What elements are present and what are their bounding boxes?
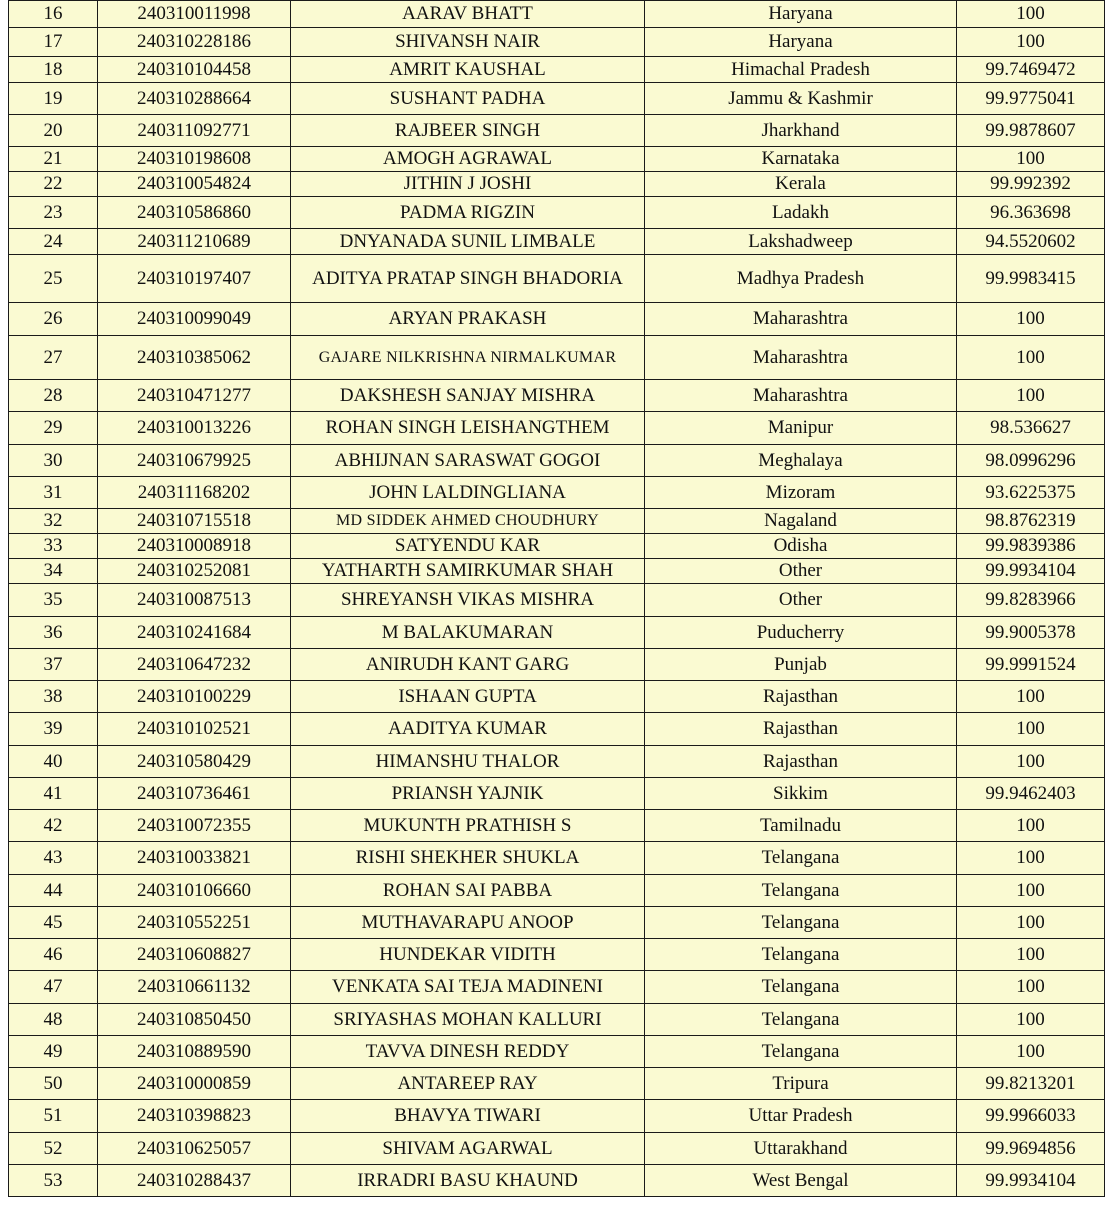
serial-number-cell: 17 [9, 28, 98, 57]
candidate-name-cell: AMOGH AGRAWAL [291, 147, 645, 172]
state-cell: Telangana [645, 1036, 957, 1068]
serial-number-cell: 36 [9, 617, 98, 649]
score-cell: 99.9839386 [957, 534, 1105, 559]
candidate-name-cell: SATYENDU KAR [291, 534, 645, 559]
application-number-cell: 240310398823 [98, 1100, 291, 1133]
candidate-name-cell: ROHAN SINGH LEISHANGTHEM [291, 412, 645, 445]
candidate-name-cell: M BALAKUMARAN [291, 617, 645, 649]
score-cell: 100 [957, 939, 1105, 971]
application-number-cell: 240310471277 [98, 380, 291, 412]
table-row [9, 746, 1105, 778]
table-row [9, 810, 1105, 842]
candidate-name-cell: ADITYA PRATAP SINGH BHADORIA [291, 255, 645, 303]
state-cell: Karnataka [645, 147, 957, 172]
score-cell: 100 [957, 336, 1105, 380]
score-cell: 100 [957, 380, 1105, 412]
candidate-name-cell: RISHI SHEKHER SHUKLA [291, 842, 645, 875]
candidate-name-cell: ANIRUDH KANT GARG [291, 649, 645, 681]
candidate-name-cell: BHAVYA TIWARI [291, 1100, 645, 1133]
table-row [9, 1, 1105, 28]
application-number-cell: 240310106660 [98, 875, 291, 907]
serial-number-cell: 24 [9, 229, 98, 255]
state-cell: Telangana [645, 971, 957, 1004]
state-cell: Uttarakhand [645, 1133, 957, 1165]
application-number-cell: 240310198608 [98, 147, 291, 172]
score-cell: 99.8283966 [957, 584, 1105, 617]
score-cell: 99.9983415 [957, 255, 1105, 303]
state-cell: Haryana [645, 28, 957, 57]
state-cell: Telangana [645, 907, 957, 939]
table-row [9, 907, 1105, 939]
table-row [9, 559, 1105, 584]
application-number-cell: 240310102521 [98, 713, 291, 746]
application-number-cell: 240310000859 [98, 1068, 291, 1100]
serial-number-cell: 38 [9, 681, 98, 713]
score-cell: 100 [957, 28, 1105, 57]
score-cell: 99.9934104 [957, 1165, 1105, 1197]
candidate-name-cell: GAJARE NILKRISHNA NIRMALKUMAR [291, 336, 645, 380]
state-cell: Other [645, 559, 957, 584]
application-number-cell: 240310661132 [98, 971, 291, 1004]
table-row [9, 445, 1105, 477]
application-number-cell: 240310889590 [98, 1036, 291, 1068]
application-number-cell: 240310054824 [98, 172, 291, 197]
serial-number-cell: 53 [9, 1165, 98, 1197]
table-row [9, 509, 1105, 534]
score-cell: 99.9462403 [957, 778, 1105, 810]
table-row [9, 778, 1105, 810]
score-cell: 96.363698 [957, 197, 1105, 229]
candidate-name-cell: TAVVA DINESH REDDY [291, 1036, 645, 1068]
state-cell: Punjab [645, 649, 957, 681]
state-cell: Rajasthan [645, 681, 957, 713]
candidate-name-cell: DNYANADA SUNIL LIMBALE [291, 229, 645, 255]
state-cell: Meghalaya [645, 445, 957, 477]
application-number-cell: 240311168202 [98, 477, 291, 509]
score-cell: 100 [957, 1004, 1105, 1036]
score-cell: 99.9991524 [957, 649, 1105, 681]
application-number-cell: 240310013226 [98, 412, 291, 445]
table-row [9, 255, 1105, 303]
table-body [9, 1, 1105, 1197]
table-row [9, 1100, 1105, 1133]
state-cell: Nagaland [645, 509, 957, 534]
application-number-cell: 240310736461 [98, 778, 291, 810]
table-row [9, 412, 1105, 445]
score-cell: 100 [957, 147, 1105, 172]
application-number-cell: 240310647232 [98, 649, 291, 681]
table-row [9, 939, 1105, 971]
table-row [9, 842, 1105, 875]
candidate-name-cell: YATHARTH SAMIRKUMAR SHAH [291, 559, 645, 584]
serial-number-cell: 20 [9, 115, 98, 147]
state-cell: Jammu & Kashmir [645, 83, 957, 115]
score-cell: 100 [957, 681, 1105, 713]
application-number-cell: 240310241684 [98, 617, 291, 649]
table-row [9, 172, 1105, 197]
application-number-cell: 240310625057 [98, 1133, 291, 1165]
candidate-name-cell: ARYAN PRAKASH [291, 303, 645, 336]
candidate-name-cell: PRIANSH YAJNIK [291, 778, 645, 810]
candidate-name-cell: JITHIN J JOSHI [291, 172, 645, 197]
serial-number-cell: 16 [9, 1, 98, 28]
serial-number-cell: 23 [9, 197, 98, 229]
candidate-name-cell: AARAV BHATT [291, 1, 645, 28]
score-cell: 99.9694856 [957, 1133, 1105, 1165]
serial-number-cell: 43 [9, 842, 98, 875]
state-cell: Odisha [645, 534, 957, 559]
candidate-name-cell: VENKATA SAI TEJA MADINENI [291, 971, 645, 1004]
serial-number-cell: 42 [9, 810, 98, 842]
serial-number-cell: 22 [9, 172, 98, 197]
serial-number-cell: 32 [9, 509, 98, 534]
state-cell: Tamilnadu [645, 810, 957, 842]
candidate-name-cell: PADMA RIGZIN [291, 197, 645, 229]
table-row [9, 971, 1105, 1004]
table-row [9, 617, 1105, 649]
table-row [9, 584, 1105, 617]
serial-number-cell: 34 [9, 559, 98, 584]
state-cell: Ladakh [645, 197, 957, 229]
state-cell: Sikkim [645, 778, 957, 810]
application-number-cell: 240310072355 [98, 810, 291, 842]
table-row [9, 336, 1105, 380]
serial-number-cell: 28 [9, 380, 98, 412]
serial-number-cell: 52 [9, 1133, 98, 1165]
score-cell: 100 [957, 1036, 1105, 1068]
serial-number-cell: 27 [9, 336, 98, 380]
score-cell: 99.8213201 [957, 1068, 1105, 1100]
application-number-cell: 240310586860 [98, 197, 291, 229]
application-number-cell: 240310679925 [98, 445, 291, 477]
score-cell: 100 [957, 1, 1105, 28]
serial-number-cell: 25 [9, 255, 98, 303]
candidate-name-cell: SHREYANSH VIKAS MISHRA [291, 584, 645, 617]
application-number-cell: 240310288437 [98, 1165, 291, 1197]
application-number-cell: 240310099049 [98, 303, 291, 336]
state-cell: Lakshadweep [645, 229, 957, 255]
state-cell: Tripura [645, 1068, 957, 1100]
score-cell: 98.536627 [957, 412, 1105, 445]
state-cell: West Bengal [645, 1165, 957, 1197]
application-number-cell: 240310850450 [98, 1004, 291, 1036]
state-cell: Jharkhand [645, 115, 957, 147]
application-number-cell: 240310228186 [98, 28, 291, 57]
state-cell: Puducherry [645, 617, 957, 649]
score-cell: 98.0996296 [957, 445, 1105, 477]
application-number-cell: 240310580429 [98, 746, 291, 778]
serial-number-cell: 39 [9, 713, 98, 746]
score-cell: 100 [957, 746, 1105, 778]
table-row [9, 1068, 1105, 1100]
serial-number-cell: 47 [9, 971, 98, 1004]
score-cell: 99.9878607 [957, 115, 1105, 147]
application-number-cell: 240310011998 [98, 1, 291, 28]
score-cell: 99.9775041 [957, 83, 1105, 115]
state-cell: Haryana [645, 1, 957, 28]
serial-number-cell: 40 [9, 746, 98, 778]
state-cell: Mizoram [645, 477, 957, 509]
serial-number-cell: 50 [9, 1068, 98, 1100]
table-row [9, 1004, 1105, 1036]
table-row [9, 197, 1105, 229]
table-row [9, 115, 1105, 147]
score-cell: 94.5520602 [957, 229, 1105, 255]
table-row [9, 303, 1105, 336]
application-number-cell: 240310100229 [98, 681, 291, 713]
serial-number-cell: 35 [9, 584, 98, 617]
table-row [9, 380, 1105, 412]
application-number-cell: 240310608827 [98, 939, 291, 971]
table-row [9, 875, 1105, 907]
candidate-name-cell: AMRIT KAUSHAL [291, 57, 645, 83]
score-cell: 99.7469472 [957, 57, 1105, 83]
candidate-name-cell: ABHIJNAN SARASWAT GOGOI [291, 445, 645, 477]
candidate-name-cell: ISHAAN GUPTA [291, 681, 645, 713]
serial-number-cell: 29 [9, 412, 98, 445]
state-cell: Uttar Pradesh [645, 1100, 957, 1133]
candidate-name-cell: MUTHAVARAPU ANOOP [291, 907, 645, 939]
table-row [9, 83, 1105, 115]
application-number-cell: 240310087513 [98, 584, 291, 617]
state-cell: Telangana [645, 1004, 957, 1036]
score-cell: 99.9005378 [957, 617, 1105, 649]
candidate-name-cell: SUSHANT PADHA [291, 83, 645, 115]
table-row [9, 713, 1105, 746]
serial-number-cell: 41 [9, 778, 98, 810]
table-row [9, 147, 1105, 172]
candidate-name-cell: MUKUNTH PRATHISH S [291, 810, 645, 842]
application-number-cell: 240310252081 [98, 559, 291, 584]
table-row [9, 1036, 1105, 1068]
serial-number-cell: 49 [9, 1036, 98, 1068]
table-row [9, 28, 1105, 57]
candidate-name-cell: SRIYASHAS MOHAN KALLURI [291, 1004, 645, 1036]
application-number-cell: 240311210689 [98, 229, 291, 255]
score-cell: 100 [957, 303, 1105, 336]
state-cell: Rajasthan [645, 746, 957, 778]
state-cell: Madhya Pradesh [645, 255, 957, 303]
application-number-cell: 240310715518 [98, 509, 291, 534]
score-cell: 100 [957, 842, 1105, 875]
state-cell: Telangana [645, 939, 957, 971]
table-row [9, 57, 1105, 83]
state-cell: Maharashtra [645, 336, 957, 380]
application-number-cell: 240310197407 [98, 255, 291, 303]
table-row [9, 1165, 1105, 1197]
candidate-name-cell: SHIVAM AGARWAL [291, 1133, 645, 1165]
score-cell: 100 [957, 907, 1105, 939]
candidate-name-cell: ANTAREEP RAY [291, 1068, 645, 1100]
state-cell: Manipur [645, 412, 957, 445]
state-cell: Telangana [645, 875, 957, 907]
table-row [9, 477, 1105, 509]
application-number-cell: 240310033821 [98, 842, 291, 875]
candidate-name-cell: IRRADRI BASU KHAUND [291, 1165, 645, 1197]
application-number-cell: 240310552251 [98, 907, 291, 939]
table-row [9, 534, 1105, 559]
candidate-name-cell: HIMANSHU THALOR [291, 746, 645, 778]
serial-number-cell: 46 [9, 939, 98, 971]
table-row [9, 1133, 1105, 1165]
application-number-cell: 240311092771 [98, 115, 291, 147]
state-cell: Kerala [645, 172, 957, 197]
state-cell: Maharashtra [645, 380, 957, 412]
serial-number-cell: 31 [9, 477, 98, 509]
score-cell: 93.6225375 [957, 477, 1105, 509]
candidate-name-cell: DAKSHESH SANJAY MISHRA [291, 380, 645, 412]
application-number-cell: 240310288664 [98, 83, 291, 115]
candidate-name-cell: HUNDEKAR VIDITH [291, 939, 645, 971]
candidate-name-cell: RAJBEER SINGH [291, 115, 645, 147]
state-cell: Himachal Pradesh [645, 57, 957, 83]
serial-number-cell: 26 [9, 303, 98, 336]
serial-number-cell: 37 [9, 649, 98, 681]
score-cell: 100 [957, 875, 1105, 907]
serial-number-cell: 51 [9, 1100, 98, 1133]
serial-number-cell: 48 [9, 1004, 98, 1036]
candidate-name-cell: SHIVANSH NAIR [291, 28, 645, 57]
score-cell: 100 [957, 810, 1105, 842]
serial-number-cell: 33 [9, 534, 98, 559]
score-cell: 99.9934104 [957, 559, 1105, 584]
serial-number-cell: 44 [9, 875, 98, 907]
score-cell: 98.8762319 [957, 509, 1105, 534]
candidate-name-cell: JOHN LALDINGLIANA [291, 477, 645, 509]
application-number-cell: 240310104458 [98, 57, 291, 83]
state-cell: Rajasthan [645, 713, 957, 746]
application-number-cell: 240310008918 [98, 534, 291, 559]
serial-number-cell: 19 [9, 83, 98, 115]
score-cell: 100 [957, 713, 1105, 746]
candidate-name-cell: ROHAN SAI PABBA [291, 875, 645, 907]
application-number-cell: 240310385062 [98, 336, 291, 380]
serial-number-cell: 21 [9, 147, 98, 172]
table-row [9, 681, 1105, 713]
results-table [8, 0, 1105, 1197]
score-cell: 99.992392 [957, 172, 1105, 197]
serial-number-cell: 18 [9, 57, 98, 83]
state-cell: Telangana [645, 842, 957, 875]
state-cell: Other [645, 584, 957, 617]
score-cell: 100 [957, 971, 1105, 1004]
table-row [9, 649, 1105, 681]
score-cell: 99.9966033 [957, 1100, 1105, 1133]
candidate-name-cell: AADITYA KUMAR [291, 713, 645, 746]
serial-number-cell: 30 [9, 445, 98, 477]
table-row [9, 229, 1105, 255]
serial-number-cell: 45 [9, 907, 98, 939]
candidate-name-cell: MD SIDDEK AHMED CHOUDHURY [291, 509, 645, 534]
state-cell: Maharashtra [645, 303, 957, 336]
